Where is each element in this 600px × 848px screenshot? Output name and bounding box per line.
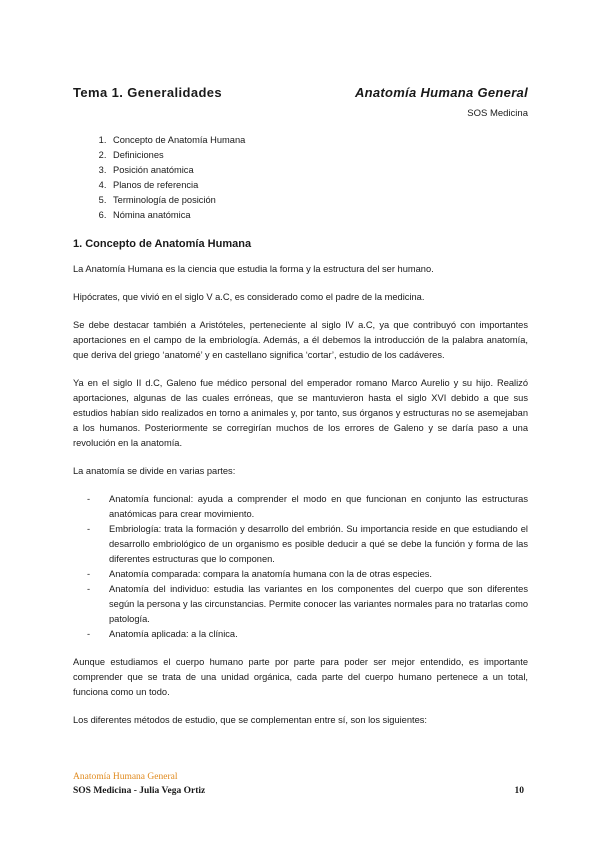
paragraph-organic-unit: Aunque estudiamos el cuerpo humano parte por parte para poder ser mejor entendido, es importante comprender que se trata de una unidad orgánica, cada parte del cuerpo humano pertenece a un total, funciona como un todo. (73, 657, 528, 697)
paragraph-aristoteles: Se debe destacar también a Aristóteles, perteneciente al siglo IV a.C, ya que contribuyó con importantes aportaciones en el campo de la embriología. Además, a él debemos la introducción de la palabra anatomía, que deriva del griego ‘anatomé’ y en castellano significa ‘cortar’, estudio de los cadáveres. (73, 320, 528, 360)
header-topic: Tema 1. Generalidades (73, 85, 223, 100)
toc-item: 3. Posición anatómica (109, 163, 528, 178)
list-item: - Anatomía funcional: ayuda a comprender el modo en que funcionan en conjunto las estructuras anatómicas para crear movimiento. (73, 492, 528, 522)
toc-item: 5. Terminología de posición (109, 193, 528, 208)
list-item: - Anatomía comparada: compara la anatomía humana con la de otras especies. (73, 567, 528, 582)
page-number: 10 (514, 786, 524, 796)
toc-item: 6. Nómina anatómica (109, 208, 528, 223)
list-item: - Anatomía aplicada: a la clínica. (73, 627, 528, 642)
paragraph-hipocrates: Hipócrates, que vivió en el siglo V a.C, es considerado como el padre de la medicina. (73, 292, 425, 302)
paragraph-definition: La Anatomía Humana es la ciencia que estudia la forma y la estructura del ser humano. (73, 264, 434, 274)
anatomy-parts-list (73, 492, 528, 642)
toc-item: 2. Definiciones (109, 148, 528, 163)
section-title: 1. Concepto de Anatomía Humana (73, 238, 252, 250)
toc-item: 1. Concepto de Anatomía Humana (109, 133, 528, 148)
table-of-contents (73, 133, 528, 223)
list-item: - Anatomía del individuo: estudia las variantes en los componentes del cuerpo que son diferentes según la persona y las circunstancias. Permite conocer las variantes normales para no tratarlas como patología. (73, 582, 528, 627)
footer-title: Anatomía Humana General (73, 772, 178, 782)
page-content (73, 133, 528, 741)
header-subject: Anatomía Humana General (354, 85, 528, 100)
paragraph-galeno: Ya en el siglo II d.C, Galeno fue médico personal del emperador romano Marco Aurelio y su hijo. Realizó aportaciones, algunas de las cuales erróneas, que se mantuvieron hasta el siglo XVI debido a que sus estudios habían sido realizados en torno a animales y, por tanto, sus órganos y estructuras no se asemejaban a los humanos. Posteriormente se corregirían muchos de los errores de Galeno y se daría paso a una revolución en la anatomía. (73, 378, 528, 448)
paragraph-methods-intro: Los diferentes métodos de estudio, que se complementan entre sí, son los siguientes: (73, 715, 428, 725)
footer-author: SOS Medicina - Julia Vega Ortiz (73, 786, 206, 796)
header-source: SOS Medicina (467, 108, 528, 119)
toc-item: 4. Planos de referencia (109, 178, 528, 193)
list-item: - Embriología: trata la formación y desarrollo del embrión. Su importancia reside en que estudiando el desarrollo embriológico de un organismo es posible deducir a qué se debe la función y forma de las diferentes estructuras que lo componen. (73, 522, 528, 567)
paragraph-parts-intro: La anatomía se divide en varias partes: (73, 466, 236, 476)
